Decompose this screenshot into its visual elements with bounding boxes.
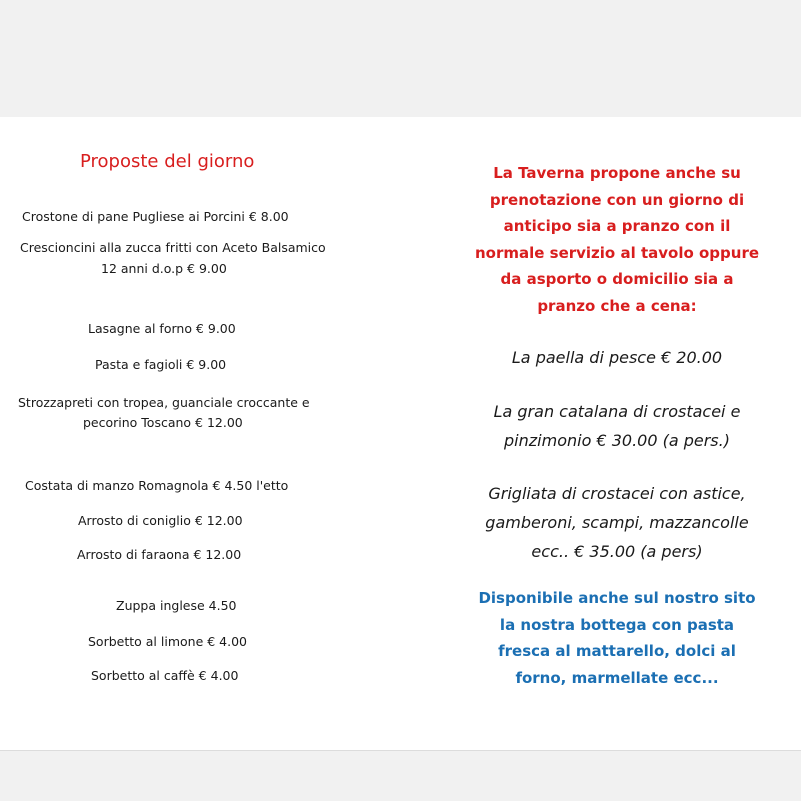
menu-item: Crostone di pane Pugliese ai Porcini € 8.00	[22, 209, 289, 224]
menu-item: Pasta e fagioli € 9.00	[95, 357, 227, 372]
menu-item: Costata di manzo Romagnola € 4.50 l'etto	[25, 478, 289, 493]
menu-item: Arrosto di faraona € 12.00	[77, 547, 242, 562]
specials-title: Proposte del giorno	[80, 151, 255, 172]
offer-line: ecc.. € 35.00 (a pers)	[531, 542, 703, 561]
offer-line: pinzimonio € 30.00 (a pers.)	[504, 431, 730, 450]
menu-item: Sorbetto al limone € 4.00	[88, 634, 247, 649]
online-shop-note	[442, 585, 792, 691]
menu-item: Lasagne al forno € 9.00	[88, 321, 236, 336]
reservation-note-line: anticipo sia a pranzo con il	[503, 217, 731, 235]
reservation-note-line: La Taverna propone anche su	[493, 164, 741, 182]
menu-item: Arrosto di coniglio € 12.00	[78, 513, 243, 528]
reservation-note-line: da asporto o domicilio sia a	[500, 270, 734, 288]
online-shop-line: Disponibile anche sul nostro sito	[478, 589, 756, 607]
menu-item: pecorino Toscano € 12.00	[83, 415, 243, 430]
offer-catalana	[442, 397, 792, 455]
online-shop-line: forno, marmellate ecc...	[515, 668, 719, 687]
menu-sheet	[0, 117, 801, 751]
offer-line: gamberoni, scampi, mazzancolle	[485, 513, 749, 532]
reservation-note-line: normale servizio al tavolo oppure	[474, 243, 760, 262]
menu-item: Zuppa inglese 4.50	[116, 598, 237, 613]
offer-grigliata	[442, 479, 792, 566]
menu-item: 12 anni d.o.p € 9.00	[101, 261, 227, 276]
online-shop-line: fresca al mattarello, dolci al	[498, 642, 736, 660]
offer-paella	[442, 343, 792, 372]
online-shop-line: la nostra bottega con pasta	[499, 615, 735, 634]
offer-line: Grigliata di crostacei con astice,	[488, 484, 746, 503]
offer-line: La paella di pesce € 20.00	[511, 348, 723, 367]
offer-line: La gran catalana di crostacei e	[493, 402, 741, 421]
reservation-note	[442, 160, 792, 319]
reservation-note-line: prenotazione con un giorno di	[489, 190, 745, 209]
reservation-note-line: pranzo che a cena:	[537, 296, 697, 315]
menu-item: Sorbetto al caffè € 4.00	[91, 668, 239, 683]
menu-item: Strozzapreti con tropea, guanciale croccante e	[18, 395, 310, 410]
menu-item: Crescioncini alla zucca fritti con Aceto Balsamico	[20, 240, 326, 255]
